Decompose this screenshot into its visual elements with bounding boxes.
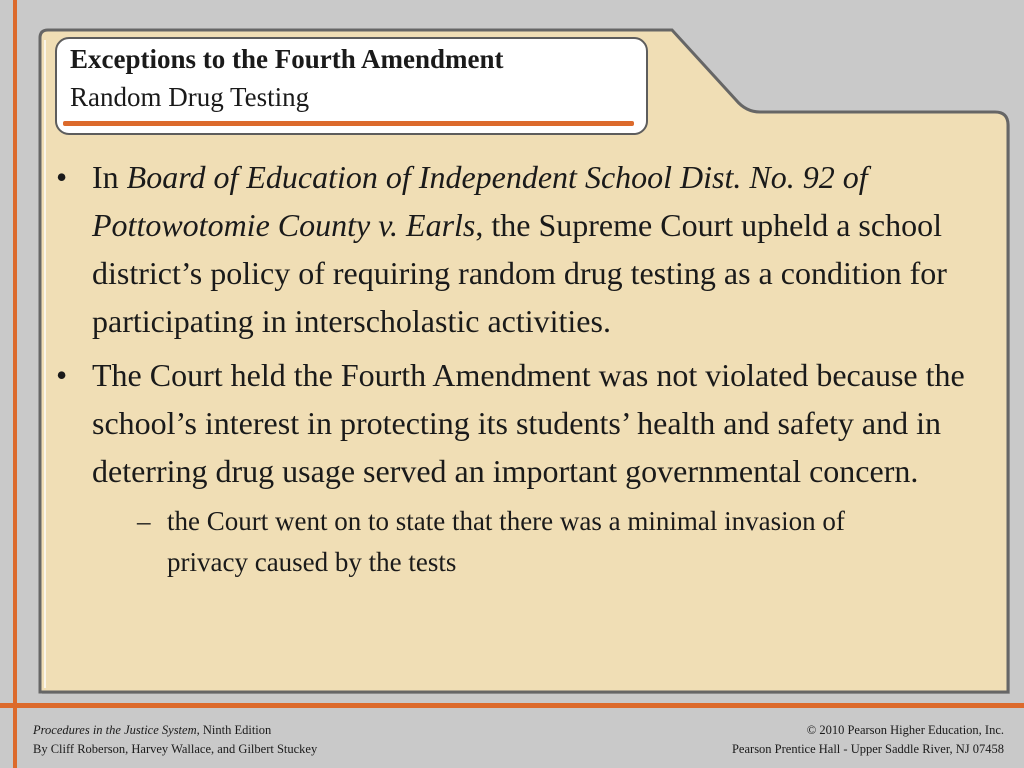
bullet-marker: • xyxy=(56,159,68,195)
publisher-address: Pearson Prentice Hall - Upper Saddle River, NJ 07458 xyxy=(731,742,1004,756)
bullet-text: The Court held the Fourth Amendment was not violated because the school’s interest in protecting its students’ health and safety and in deterring drug usage served an important governmental concern. xyxy=(92,357,965,489)
sub-bullet-marker: – xyxy=(137,506,151,536)
copyright-notice: © 2010 Pearson Higher Education, Inc. xyxy=(806,723,1004,737)
bullet-text-prefix: In xyxy=(92,159,127,195)
footer-book-info xyxy=(33,721,317,759)
slide-content xyxy=(56,153,971,583)
title-box xyxy=(55,37,648,135)
book-title: Procedures in the Justice System, xyxy=(33,723,200,737)
book-edition: Ninth Edition xyxy=(199,723,272,737)
sub-bullet-item xyxy=(137,501,887,583)
slide-title: Exceptions to the Fourth Amendment xyxy=(70,44,504,74)
bullet-item xyxy=(56,153,971,345)
bullet-item xyxy=(56,351,971,495)
sub-bullet-text: the Court went on to state that there was a minimal invasion of privacy caused by the tests xyxy=(167,506,845,577)
slide-subtitle: Random Drug Testing xyxy=(70,82,310,112)
book-authors: By Cliff Roberson, Harvey Wallace, and Gilbert Stuckey xyxy=(33,742,318,756)
footer-accent-bar xyxy=(0,703,1024,708)
footer-publisher-info xyxy=(732,721,1004,759)
bullet-marker: • xyxy=(56,357,68,393)
title-underline xyxy=(63,121,634,126)
bullet-text-suffix: , the Supreme Court upheld a school district’s policy of requiring random drug testing as a condition for participating in interscholastic activities. xyxy=(92,207,947,339)
case-name: Board of Education of Independent School Dist. No. 92 of Pottowotomie County v. Earls xyxy=(92,159,868,243)
